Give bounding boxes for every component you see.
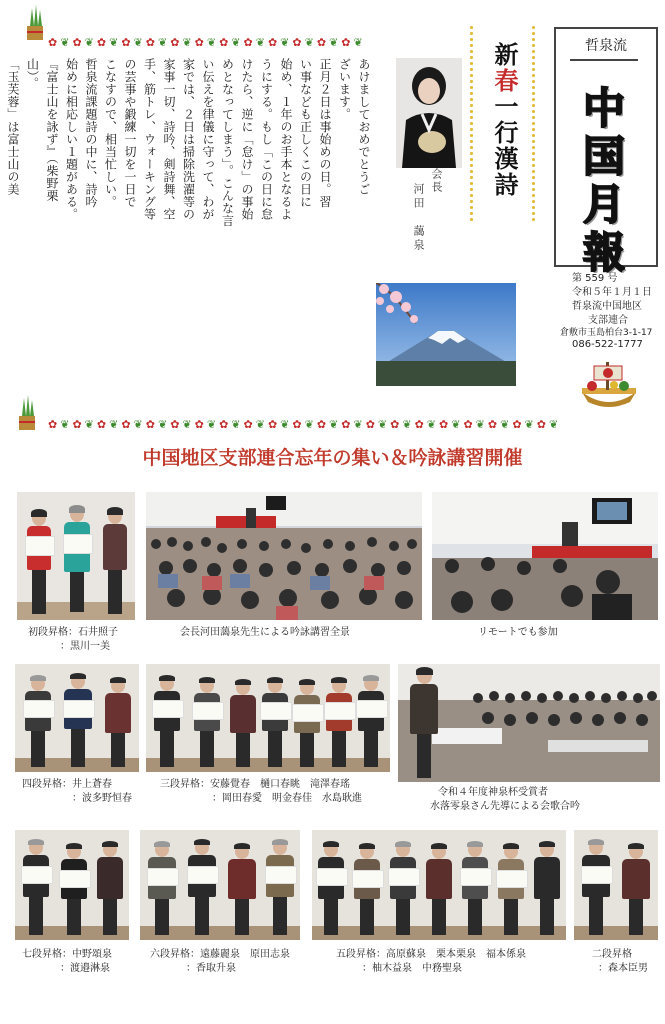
photo-shodan-promotion bbox=[17, 492, 135, 620]
photo-yondan-promotion bbox=[15, 664, 139, 772]
caption-lecture: 会長河田藹泉先生による吟詠講習全景 bbox=[180, 627, 350, 638]
garland-bottom: ✿❦✿❦✿❦✿❦✿❦✿❦✿❦✿❦✿❦✿❦✿❦✿❦✿❦✿❦✿❦✿❦✿❦✿❦✿❦✿❦✿❦ bbox=[48, 418, 562, 431]
essay-column: ざいます。 bbox=[337, 58, 352, 121]
essay-column: うにする。もし「この日に怠 bbox=[259, 58, 274, 221]
dotted-rule bbox=[470, 26, 474, 224]
essay-column: い伝えを律儀に守って、わが bbox=[201, 58, 215, 221]
caption-nanadan-2: ：渡邉淋泉 bbox=[60, 963, 110, 974]
caption-yondan: 四段昇格：井上蒼春 bbox=[22, 779, 112, 790]
masthead bbox=[554, 27, 658, 277]
essay-column bbox=[0, 58, 3, 398]
caption-shodan: 初段昇格：石井照子 bbox=[28, 627, 118, 638]
issue-number: 第 559 号 bbox=[572, 273, 618, 284]
essay-column: 家事一切、詩吟、剣詩舞、空 bbox=[162, 58, 176, 221]
kadomatsu-icon bbox=[24, 4, 46, 42]
essay-column: あけましておめでとうご bbox=[357, 58, 371, 196]
author-role: 会長 bbox=[430, 168, 443, 194]
author-name: 河田 藹泉 bbox=[412, 183, 425, 253]
photo-group-recitation bbox=[398, 664, 660, 782]
phone: 086-522-1777 bbox=[572, 339, 643, 350]
masthead-char: 中 bbox=[582, 84, 625, 133]
photo-remote bbox=[432, 492, 658, 620]
publisher-sub: 支部連合 bbox=[588, 315, 628, 326]
photo-lecture-overview bbox=[146, 492, 422, 620]
essay-column: 始め、１年のお手本となるよ bbox=[279, 58, 293, 221]
photo-sandan-promotion bbox=[146, 664, 390, 772]
caption-sandan-2: ：岡田春愛 明金春佳 水島耿進 bbox=[212, 793, 362, 804]
caption-rokudan: 六段昇格：遠藤麗泉 原田志泉 bbox=[150, 949, 290, 960]
caption-sandan: 三段昇格：安藤覺春 樋口春眺 滝澤春瑤 bbox=[160, 779, 350, 790]
caption-recitation: 水落零泉さん先導による会歌合吟 bbox=[430, 801, 580, 812]
essay-column: 手、筋トレ、ウォーキング等 bbox=[142, 58, 157, 221]
mt-fuji-photo bbox=[376, 283, 516, 386]
photo-nidan-promotion bbox=[574, 830, 658, 940]
caption-godan-2: ：柚木益泉 中務聖泉 bbox=[362, 963, 462, 974]
caption-nidan: 二段昇格 bbox=[592, 949, 632, 960]
essay-column: けたら、逆に「怠け」の事始 bbox=[240, 58, 254, 221]
essay-column: い事なども正しくこの日に bbox=[298, 58, 313, 208]
caption-shodan-2: ：黒川一美 bbox=[60, 641, 110, 652]
garland-top: ✿❦✿❦✿❦✿❦✿❦✿❦✿❦✿❦✿❦✿❦✿❦✿❦✿❦ bbox=[48, 36, 366, 49]
masthead-char: 国 bbox=[582, 132, 625, 181]
essay-column: 山）。 bbox=[25, 58, 40, 90]
address: 倉敷市玉島柏台3-1-17 bbox=[560, 328, 653, 338]
essay-text bbox=[6, 58, 373, 398]
masthead-org: 哲泉流 bbox=[585, 38, 627, 54]
caption-yondan-2: ：波多野恒春 bbox=[72, 793, 132, 804]
essay-column: の芸事や鍛練一切を一日で bbox=[123, 58, 137, 208]
caption-remote: リモートでも参加 bbox=[478, 627, 558, 638]
caption-nanadan: 七段昇格：中野頌泉 bbox=[22, 949, 112, 960]
caption-godan: 五段昇格：高原蘇泉 栗本栗泉 福本係泉 bbox=[336, 949, 526, 960]
article-title: 新春一行漢詩 bbox=[490, 42, 518, 198]
masthead-char: 月 bbox=[582, 180, 625, 229]
kadomatsu-icon bbox=[16, 394, 38, 432]
caption-award: 令和４年度神泉杯受賞者 bbox=[438, 787, 548, 798]
photo-rokudan-promotion bbox=[140, 830, 300, 940]
essay-column: 始めに相応しい１題がある。 bbox=[64, 58, 79, 221]
event-heading: 中国地区支部連合忘年の集い＆吟詠講習開催 bbox=[142, 447, 523, 469]
publisher: 哲泉流中国地区 bbox=[572, 301, 642, 312]
photo-nanadan-promotion bbox=[15, 830, 129, 940]
dotted-rule bbox=[532, 26, 536, 224]
treasure-boat-icon bbox=[578, 358, 640, 412]
caption-nidan-2: ：森本臣男 bbox=[598, 963, 648, 974]
essay-column: こなすので、相当忙しい。 bbox=[103, 58, 118, 208]
photo-godan-promotion bbox=[312, 830, 566, 940]
issue-date: 令和５年１月１日 bbox=[572, 287, 652, 298]
essay-column: 正月２日は事始めの日。習 bbox=[318, 58, 332, 208]
essay-column: 「玉芙蓉」は富士山の美 bbox=[6, 58, 20, 196]
essay-column: 『富士山を詠ず』（柴野栗 bbox=[45, 58, 59, 202]
caption-rokudan-2: ：香取升泉 bbox=[186, 963, 236, 974]
essay-column: めとなってしまう」。こんな言 bbox=[220, 58, 235, 227]
president-portrait bbox=[396, 58, 462, 168]
essay-column: 家では、２日は掃除洗濯等の bbox=[181, 58, 196, 221]
masthead-char: 報 bbox=[582, 228, 625, 277]
essay-column: 哲泉流課題詩の中に、詩吟 bbox=[84, 58, 98, 208]
